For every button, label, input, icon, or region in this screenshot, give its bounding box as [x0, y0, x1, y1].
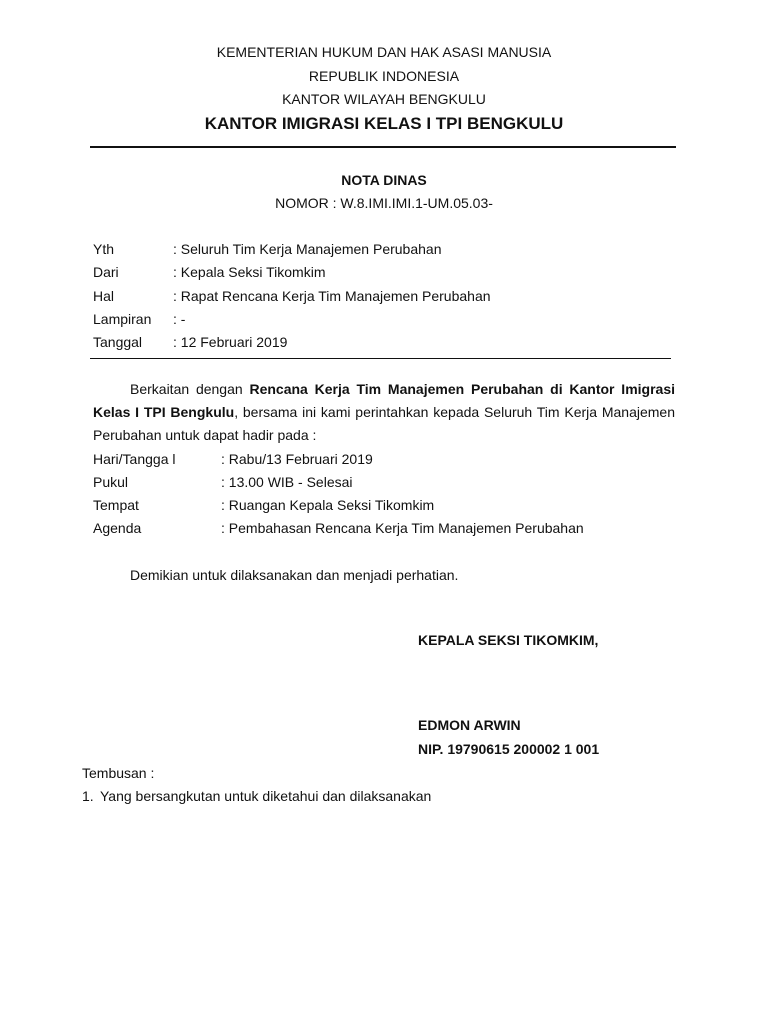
header-regional-office: KANTOR WILAYAH BENGKULU: [282, 91, 486, 107]
signature-name: EDMON ARWIN: [418, 717, 521, 733]
signature-nip: NIP. 19790615 200002 1 001: [418, 741, 600, 757]
body-intro-bold: Rencana Kerja Tim Manajemen Perubahan di Kantor Imigrasi: [249, 381, 675, 397]
meta-rule: [90, 358, 671, 359]
header-ministry: KEMENTERIAN HUKUM DAN HAK ASASI MANUSIA: [216, 44, 552, 60]
meta-label-tanggal: Tanggal: [93, 334, 143, 350]
meta-label-hal: Hal: [93, 288, 115, 304]
memo-title: NOTA DINAS: [341, 172, 427, 188]
schedule-value-day: : Rabu/13 Februari 2019: [221, 451, 373, 467]
body-office-bold: Kelas I TPI Bengkulu: [93, 404, 235, 420]
schedule-label-day: Hari/Tangga l: [93, 451, 176, 467]
body-line-3: Perubahan untuk dapat hadir pada :: [93, 427, 317, 443]
schedule-value-time: : 13.00 WIB - Selesai: [221, 474, 353, 490]
body-paragraph: [93, 378, 675, 447]
body-line-1: [93, 378, 675, 401]
meta-label-lampiran: Lampiran: [93, 311, 152, 327]
schedule-label-time: Pukul: [93, 474, 129, 490]
header-rule: [90, 146, 676, 148]
cc-item-number: 1.: [82, 788, 94, 804]
header-republic: REPUBLIK INDONESIA: [308, 68, 460, 84]
meta-value-tanggal: : 12 Februari 2019: [173, 334, 288, 350]
meta-value-dari: : Kepala Seksi Tikomkim: [173, 264, 326, 280]
meta-value-hal: : Rapat Rencana Kerja Tim Manajemen Perubahan: [173, 288, 491, 304]
schedule-label-place: Tempat: [93, 497, 139, 513]
signature-position: KEPALA SEKSI TIKOMKIM,: [418, 632, 599, 648]
cc-heading: Tembusan :: [82, 765, 155, 781]
body-intro-text: Berkaitan dengan: [130, 381, 250, 397]
meta-value-yth: : Seluruh Tim Kerja Manajemen Perubahan: [173, 241, 442, 257]
header-office: KANTOR IMIGRASI KELAS I TPI BENGKULU: [204, 114, 564, 133]
schedule-value-place: : Ruangan Kepala Seksi Tikomkim: [221, 497, 435, 513]
schedule-value-agenda: : Pembahasan Rencana Kerja Tim Manajemen Perubahan: [221, 520, 584, 536]
closing-text: Demikian untuk dilaksanakan dan menjadi perhatian.: [130, 567, 459, 583]
memo-number: NOMOR : W.8.IMI.IMI.1-UM.05.03-: [275, 195, 493, 211]
meta-label-dari: Dari: [93, 264, 119, 280]
meta-label-yth: Yth: [93, 241, 115, 257]
schedule-label-agenda: Agenda: [93, 520, 142, 536]
meta-value-lampiran: : -: [173, 311, 186, 327]
body-line2-text: , bersama ini kami perintahkan kepada Seluruh Tim Kerja Manajemen: [234, 404, 675, 420]
body-line-2: [93, 401, 675, 424]
cc-item-text: Yang bersangkutan untuk diketahui dan dilaksanakan: [100, 788, 432, 804]
